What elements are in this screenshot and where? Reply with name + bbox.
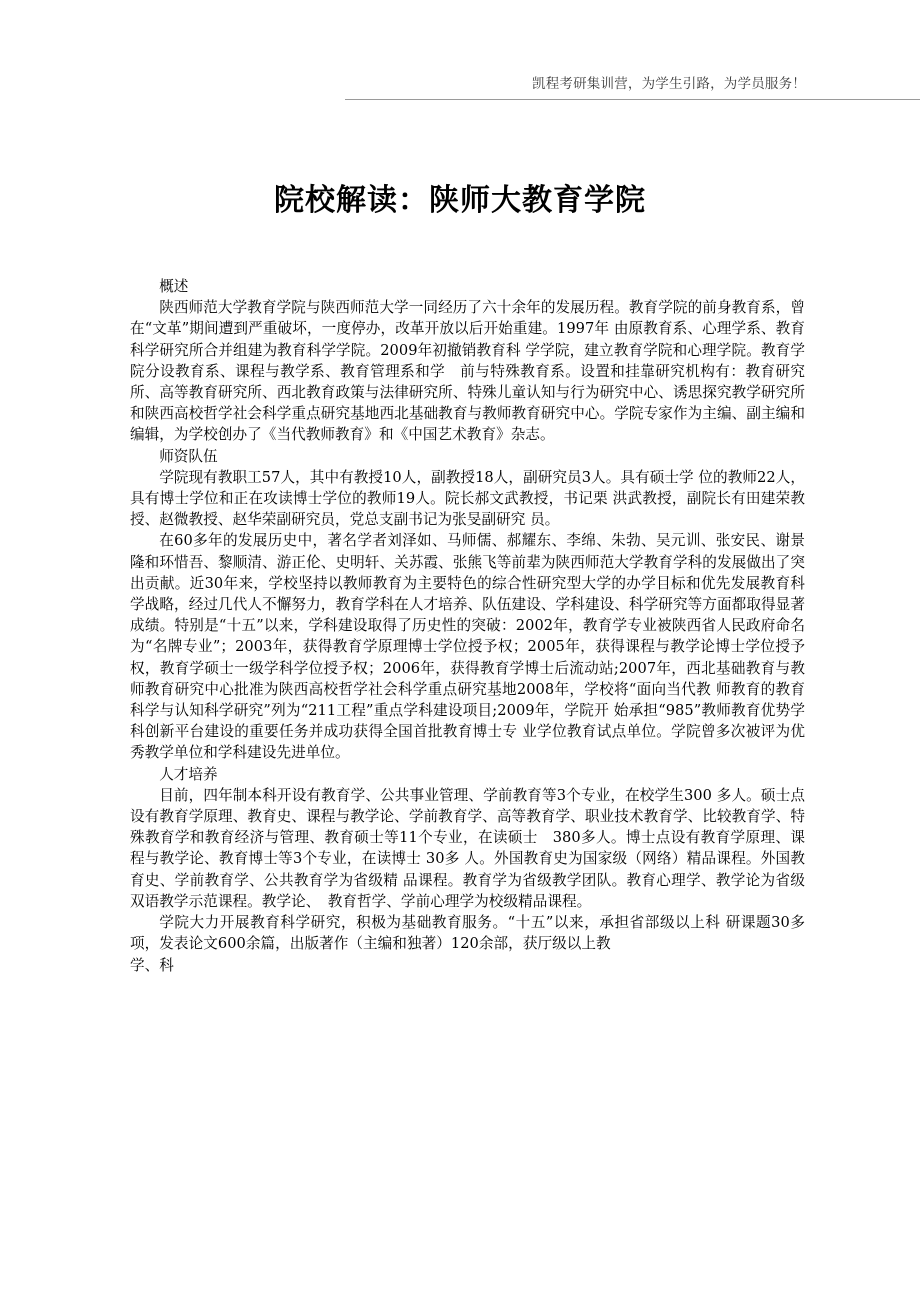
header-divider: [345, 99, 920, 100]
paragraph-talent-1: 目前，四年制本科开设有教育学、公共事业管理、学前教育等3个专业，在校学生300 多人。硕士点设有教育学原理、教育史、课程与教学论、学前教育学、高等教育学、职业技术教育学、比较教育学、特殊教育学和教育经济与管理、教育硕士等11个专业，在读硕士 380多人。博士点设有教育学原理、课程与教学论、教育博士等3个专业，在读博士 30多 人。外国教育史为国家级（网络）精品课程。外国教育史、学前教育学、公共教育学为省级精 品课程。教育学为省级教学团队。教育心理学、教学论为省级双语教学示范课程。教学论、 教育哲学、学前心理学为校级精品课程。: [130, 786, 805, 910]
running-header: [0, 74, 920, 108]
running-header-text: 凯程考研集训营，为学生引路，为学员服务！: [532, 76, 806, 92]
paragraph-talent-tail: 学、科: [130, 956, 174, 974]
paragraph-overview: 陕西师范大学教育学院与陕西师范大学一同经历了六十余年的发展历程。教育学院的前身教育系，曾在“文革”期间遭到严重破坏，一度停办，改革开放以后开始重建。1997年 由原教育系、心理学系、教育科学研究所合并组建为教育科学学院。2009年初撤销教育科 学学院，建立教育学院和心理学院。教育学院分设教育系、课程与教学系、教育管理系和学 前与特殊教育系。设置和挂靠研究机构有：教育研究所、高等教育研究所、西北教育政策与法律研究所、特殊儿童认知与行为研究中心、诱思探究教学研究所和陕西高校哲学社会科学重点研究基地西北基础教育与教师教育研究中心。学院专家作为主编、副主编和编辑，为学校创办了《当代教师教育》和《中国艺术教育》杂志。: [130, 299, 805, 444]
section-heading-overview: 概述: [159, 278, 189, 295]
paragraph-faculty-2: 在60多年的发展历史中，著名学者刘泽如、马师儒、郝耀东、李绵、朱勃、吴元训、张安民、谢景隆和环惜吾、黎顺清、游正伦、史明轩、关苏霞、张熊飞等前辈为陕西师范大学教育学科的发展做出了突出贡献。近30年来，学校坚持以教师教育为主要特色的综合性研究型大学的办学目标和优先发展教育科学战略，经过几代人不懈努力，教育学科在人才培养、队伍建设、学科建设、科学研究等方面都取得显著成绩。特别是“十五”以来，学科建设取得了历史性的突破：2002年，教育学专业被陕西省人民政府命名为“名牌专业”；2003年，获得教育学原理博士学位授予权；2005年，获得课程与教学论博士学位授予权，教育学硕士一级学科学位授予权；2006年，获得教育学博士后流动站;2007年，西北基础教育与教师教育研究中心批准为陕西高校哲学社会科学重点研究基地2008年，学校将“面向当代教 师教育的教育科学与认知科学研究”列为“211工程”重点学科建设项目;2009年，学院开 始承担“985”教师教育优势学科创新平台建设的重要任务并成功获得全国首批教育博士专 业学位教育试点单位。学院曾多次被评为优秀教学单位和学科建设先进单位。: [130, 532, 805, 762]
page-title: 院校解读：陕师大教育学院: [274, 183, 646, 218]
paragraph-faculty-1: 学院现有教职工57人，其中有教授10人，副教授18人，副研究员3人。具有硕士学 位的教师22人，具有博士学位和正在攻读博士学位的教师19人。院长郝文武教授，书记栗 洪武教授，副院长有田建荣教授、赵微教授、赵华荣副研究员，党总支副书记为张旻副研究 员。: [130, 468, 805, 529]
paragraph-talent-2: 学院大力开展教育科学研究，积极为基础教育服务。“十五”以来，承担省部级以上科 研课题30多项，发表论文600余篇，出版著作（主编和独著）120余部，获厅级以上教: [130, 914, 805, 953]
section-heading-talent: 人才培养: [159, 765, 218, 783]
section-heading-faculty: 师资队伍: [159, 447, 218, 465]
document-body: [130, 276, 805, 976]
